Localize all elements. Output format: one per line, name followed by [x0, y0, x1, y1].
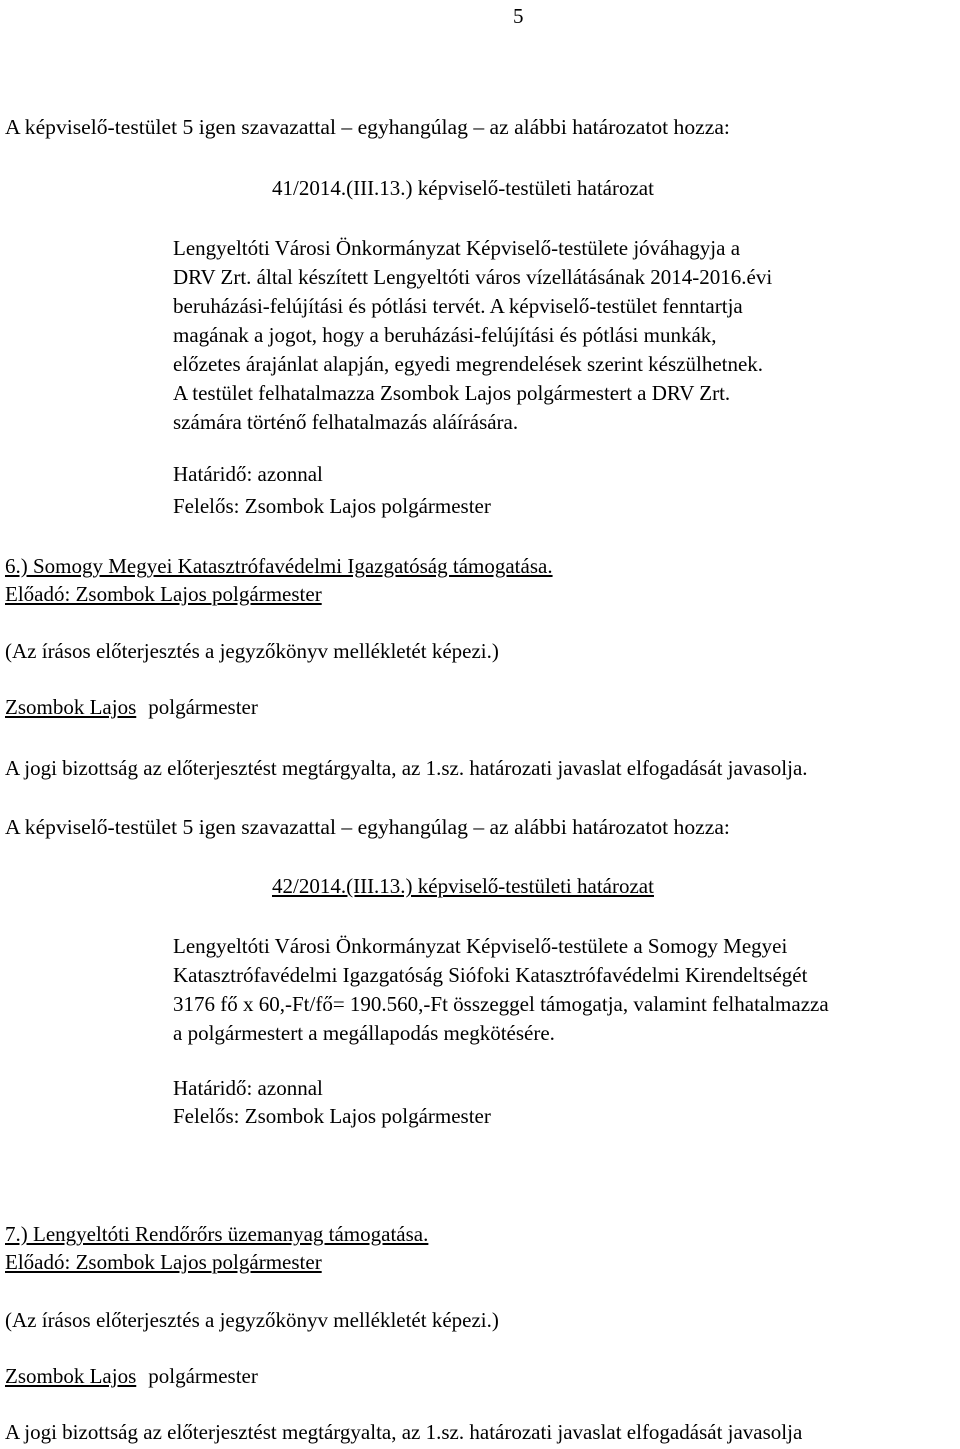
resolution-41-line: beruházási-felújítási és pótlási tervét. A képviselő-testület fenntartja: [173, 294, 743, 318]
resolution-42-line: a polgármestert a megállapodás megkötésére.: [173, 1021, 555, 1045]
resolution-41-responsible: Felelős: Zsombok Lajos polgármester: [173, 494, 491, 518]
resolution-41-line: számára történő felhatalmazás aláírására.: [173, 410, 519, 434]
resolution-42-responsible: Felelős: Zsombok Lajos polgármester: [173, 1104, 491, 1128]
agenda-item-7-attachment-note: (Az írásos előterjesztés a jegyzőkönyv mellékletét képezi.): [5, 1308, 499, 1332]
agenda-item-6-speaker: [5, 693, 258, 722]
resolution-42-title: 42/2014.(III.13.) képviselő-testületi határozat: [272, 874, 654, 898]
agenda-item-6-committee-note: A jogi bizottság az előterjesztést megtárgyalta, az 1.sz. határozati javaslat elfogadását javasolja.: [5, 756, 808, 780]
resolution-41-line: előzetes árajánlat alapján, egyedi megrendelések szerint készülhetnek.: [173, 352, 764, 376]
page-number: 5: [513, 4, 524, 28]
resolution-41-title: 41/2014.(III.13.) képviselő-testületi határozat: [272, 176, 654, 200]
resolution-42-line: 3176 fő x 60,-Ft/fő= 190.560,-Ft összeggel támogatja, valamint felhatalmazza: [173, 992, 829, 1016]
resolution-41-text: [173, 234, 772, 437]
agenda-item-6-presenter: Előadó: Zsombok Lajos polgármester: [5, 582, 322, 606]
resolution-42-line: Katasztrófavédelmi Igazgatóság Siófoki Katasztrófavédelmi Kirendeltségét: [173, 963, 808, 987]
speaker-name: Zsombok Lajos: [5, 695, 137, 719]
resolution-42-text: [173, 932, 829, 1048]
resolution-41-line: Lengyeltóti Városi Önkormányzat Képviselő-testülete jóváhagyja a: [173, 236, 741, 260]
speaker-role: polgármester: [148, 1364, 258, 1388]
resolution-41-line: DRV Zrt. által készített Lengyeltóti város vízellátásának 2014-2016.évi: [173, 265, 773, 289]
speaker-role: polgármester: [148, 695, 258, 719]
vote-statement: A képviselő-testület 5 igen szavazattal – egyhangúlag – az alábbi határozatot hozza:: [5, 115, 730, 139]
resolution-41-deadline: Határidő: azonnal: [173, 462, 323, 486]
vote-statement: A képviselő-testület 5 igen szavazattal – egyhangúlag – az alábbi határozatot hozza:: [5, 815, 730, 839]
agenda-item-7-presenter: Előadó: Zsombok Lajos polgármester: [5, 1250, 322, 1274]
agenda-item-7-title: 7.) Lengyeltóti Rendőrőrs üzemanyag támogatása.: [5, 1222, 429, 1246]
resolution-41-line: A testület felhatalmazza Zsombok Lajos polgármestert a DRV Zrt.: [173, 381, 731, 405]
resolution-42-line: Lengyeltóti Városi Önkormányzat Képviselő-testülete a Somogy Megyei: [173, 934, 788, 958]
resolution-41-line: magának a jogot, hogy a beruházási-felújítási és pótlási munkák,: [173, 323, 717, 347]
speaker-name: Zsombok Lajos: [5, 1364, 137, 1388]
agenda-item-6-title: 6.) Somogy Megyei Katasztrófavédelmi Igazgatóság támogatása.: [5, 554, 553, 578]
resolution-42-deadline: Határidő: azonnal: [173, 1076, 323, 1100]
agenda-item-7-speaker: [5, 1362, 258, 1391]
agenda-item-6-attachment-note: (Az írásos előterjesztés a jegyzőkönyv mellékletét képezi.): [5, 639, 499, 663]
agenda-item-7-committee-note: A jogi bizottság az előterjesztést megtárgyalta, az 1.sz. határozati javaslat elfogadását javasolja: [5, 1420, 803, 1444]
